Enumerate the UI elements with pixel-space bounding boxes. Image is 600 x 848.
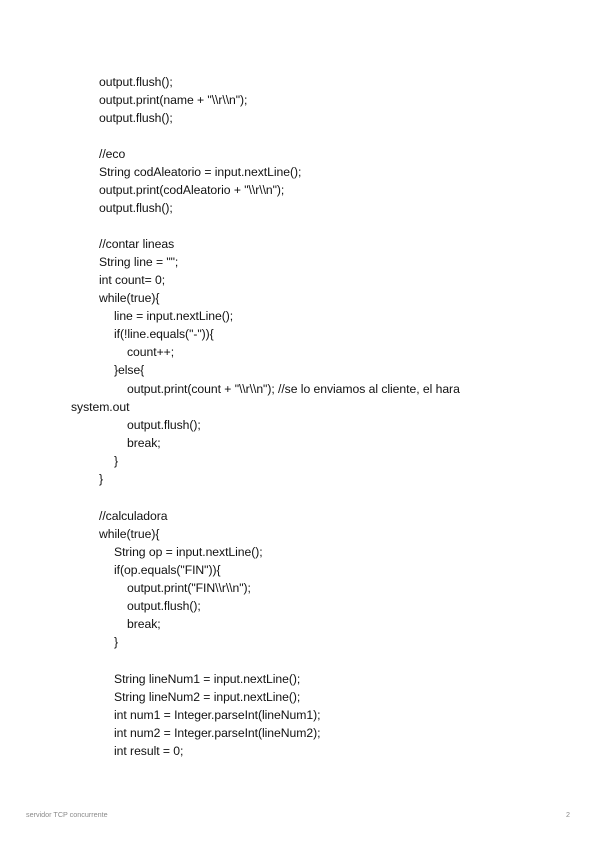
code-line: line = input.nextLine(); bbox=[114, 309, 234, 323]
code-line: output.print(count + "\\r\\n"); //se lo enviamos al cliente, el hara bbox=[127, 382, 460, 396]
code-line: while(true){ bbox=[99, 291, 160, 305]
code-line: count++; bbox=[127, 345, 175, 359]
code-line: break; bbox=[127, 617, 161, 631]
code-line: String line = ""; bbox=[99, 255, 179, 269]
code-comment: //eco bbox=[99, 147, 126, 161]
code-comment: //contar lineas bbox=[99, 237, 175, 251]
code-line: String lineNum1 = input.nextLine(); bbox=[114, 672, 301, 686]
code-line: if(op.equals("FIN")){ bbox=[114, 563, 221, 577]
code-line: break; bbox=[127, 436, 161, 450]
code-line: } bbox=[114, 635, 119, 649]
code-line: int result = 0; bbox=[114, 744, 184, 758]
code-line: while(true){ bbox=[99, 527, 160, 541]
code-line: String op = input.nextLine(); bbox=[114, 545, 263, 559]
code-line: }else{ bbox=[114, 363, 145, 377]
code-line: output.flush(); bbox=[127, 599, 201, 613]
code-line: int count= 0; bbox=[99, 273, 166, 287]
code-line: system.out bbox=[71, 400, 130, 414]
code-line: output.flush(); bbox=[99, 201, 173, 215]
code-line: } bbox=[114, 454, 119, 468]
code-line: int num2 = Integer.parseInt(lineNum2); bbox=[114, 726, 321, 740]
code-line: output.print(name + "\\r\\n"); bbox=[99, 93, 248, 107]
footer-document-title: servidor TCP concurrente bbox=[26, 810, 108, 819]
code-line: output.flush(); bbox=[99, 111, 173, 125]
footer-page-number: 2 bbox=[566, 810, 570, 819]
code-line: int num1 = Integer.parseInt(lineNum1); bbox=[114, 708, 321, 722]
code-line: } bbox=[99, 472, 104, 486]
code-line: output.flush(); bbox=[127, 418, 201, 432]
code-line: output.flush(); bbox=[99, 75, 173, 89]
code-line: output.print(codAleatorio + "\\r\\n"); bbox=[99, 183, 285, 197]
code-line: String lineNum2 = input.nextLine(); bbox=[114, 690, 301, 704]
code-line: String codAleatorio = input.nextLine(); bbox=[99, 165, 302, 179]
code-comment: //calculadora bbox=[99, 509, 168, 523]
code-line: output.print("FIN\\r\\n"); bbox=[127, 581, 251, 595]
code-line: if(!line.equals("-")){ bbox=[114, 327, 214, 341]
